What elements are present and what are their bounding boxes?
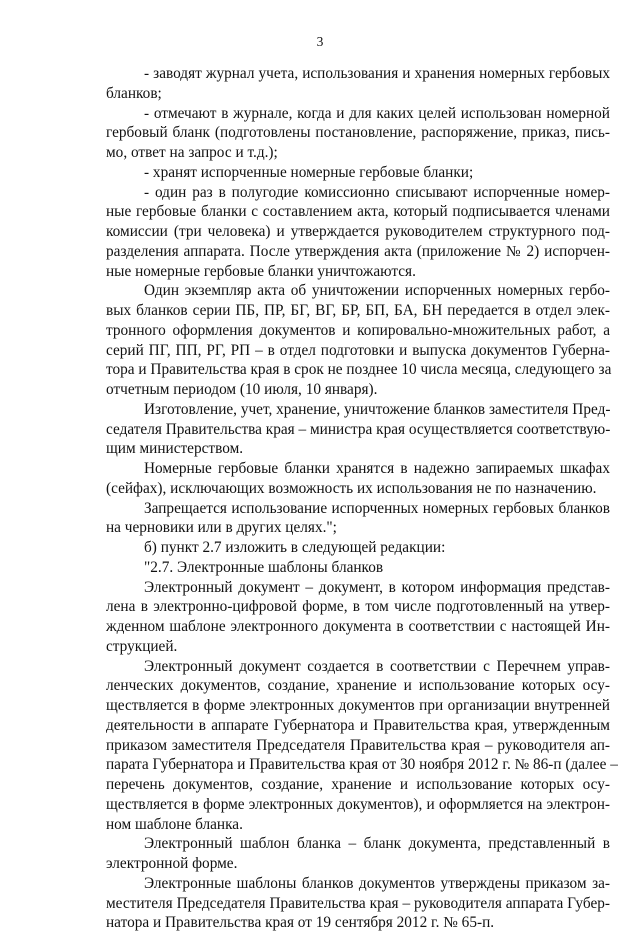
paragraph-line: деятельности в аппарате Губернатора и Правительства края, утвержденным	[106, 716, 610, 734]
paragraph-line: Электронные шаблоны бланков документов утверждены приказом за-	[144, 874, 610, 892]
paragraph	[106, 163, 610, 183]
paragraph-line: струкцией.	[106, 637, 178, 655]
paragraph-line: "2.7. Электронные шаблоны бланков	[144, 558, 384, 576]
paragraph-line: Изготовление, учет, хранение, уничтожение бланков заместителя Пред-	[144, 400, 611, 418]
paragraph	[106, 874, 610, 933]
paragraph-line: вых бланков серии ПБ, ПР, БГ, ВГ, БР, БП, БА, БН передается в отдел элек-	[106, 302, 610, 319]
paragraph-line: - заводят журнал учета, использования и хранения номерных гербовых	[144, 65, 610, 82]
paragraph-line: разделения аппарата. После утверждения акта (приложение № 2) испорчен-	[106, 242, 610, 260]
paragraph-line: - хранят испорченные номерные гербовые бланки;	[144, 163, 474, 181]
paragraph-line: ном шаблоне бланка.	[106, 815, 243, 833]
paragraph-line: Запрещается использование испорченных номерных гербовых бланков	[144, 499, 610, 517]
paragraph-line: жденном шаблоне электронного документа в соответствии с настоящей Ин-	[106, 618, 610, 635]
paragraph	[106, 64, 610, 104]
paragraph	[106, 104, 610, 163]
page-number: 3	[316, 34, 324, 49]
paragraph	[106, 538, 610, 558]
paragraph-line: седателя Правительства края – министра края осуществляется соответствую-	[106, 420, 611, 438]
paragraph	[106, 183, 610, 282]
paragraph	[106, 400, 610, 459]
paragraph	[106, 558, 610, 578]
document-body	[106, 64, 618, 933]
paragraph-line: комиссии (три человека) и утверждается руководителем структурного под-	[106, 223, 610, 240]
paragraph	[106, 459, 610, 499]
paragraph-line: натора и Правительства края от 19 сентября 2012 г. № 65-п.	[106, 914, 495, 932]
paragraph-line: Электронный документ – документ, в котором информация представ-	[144, 578, 610, 596]
paragraph-line: гербовый бланк (подготовлены постановление, распоряжение, приказ, пись-	[106, 124, 610, 142]
paragraph-line: парата Губернатора и Правительства края от 30 ноября 2012 г. № 86-п (далее –	[106, 756, 618, 774]
paragraph-line: местителя Председателя Правительства края – руководителя аппарата Губер-	[106, 894, 610, 912]
paragraph-line: б) пункт 2.7 изложить в следующей редакции:	[144, 539, 446, 556]
paragraph-line: - отмечают в журнале, когда и для каких целей использован номерной	[144, 104, 610, 122]
paragraph-line: щим министерством.	[106, 440, 244, 458]
paragraph-line: (сейфах), исключающих возможность их использования не по назначению.	[106, 479, 597, 497]
paragraph-line: ществляется в форме электронных документов), и оформляется на электрон-	[106, 795, 610, 813]
paragraph-line: Электронный шаблон бланка – бланк документа, представленный в	[144, 835, 610, 853]
paragraph-line: приказом заместителя Председателя Правительства края – руководителя ап-	[106, 736, 610, 754]
paragraph	[106, 578, 610, 657]
paragraph-line: перечень документов, создание, хранение и использование которых осу-	[106, 776, 610, 793]
paragraph-line: электронной форме.	[106, 855, 238, 872]
paragraph-line: тора и Правительства края в срок не позднее 10 числа месяца, следующего за	[106, 361, 612, 379]
paragraph-line: лена в электронно-цифровой форме, в том числе подготовленный на утвер-	[106, 598, 610, 616]
paragraph	[106, 834, 610, 874]
paragraph-line: отчетным периодом (10 июля, 10 января).	[106, 381, 378, 398]
paragraph-line: тронного оформления документов и копировально-множительных работ, а	[106, 321, 610, 339]
paragraph-line: серий ПГ, ПП, РГ, РП – в отдел подготовки и выпуска документов Губерна-	[106, 341, 610, 359]
paragraph	[106, 499, 610, 539]
paragraph-line: Один экземпляр акта об уничтожении испорченных номерных гербо-	[144, 282, 610, 300]
paragraph	[106, 657, 618, 835]
paragraph-line: ществляется в форме электронных документов при организации внутренней	[106, 697, 610, 714]
paragraph-line: Номерные гербовые бланки хранятся в надежно запираемых шкафах	[144, 460, 610, 477]
paragraph-line: ные гербовые бланки с составлением акта, который подписывается членами	[106, 203, 610, 221]
paragraph-line: на черновики или в других целях.";	[106, 519, 337, 537]
paragraph-line: ные номерные гербовые бланки уничтожаются.	[106, 262, 416, 280]
paragraph	[106, 281, 610, 400]
paragraph-line: - один раз в полугодие комиссионно списывают испорченные номер-	[144, 183, 610, 201]
paragraph-line: ленческих документов, создание, хранение и использование которых осу-	[106, 677, 610, 695]
paragraph-line: бланков;	[106, 84, 162, 102]
paragraph-line: Электронный документ создается в соответствии с Перечнем управ-	[144, 657, 610, 675]
paragraph-line: мо, ответ на запрос и т.д.);	[106, 144, 278, 161]
